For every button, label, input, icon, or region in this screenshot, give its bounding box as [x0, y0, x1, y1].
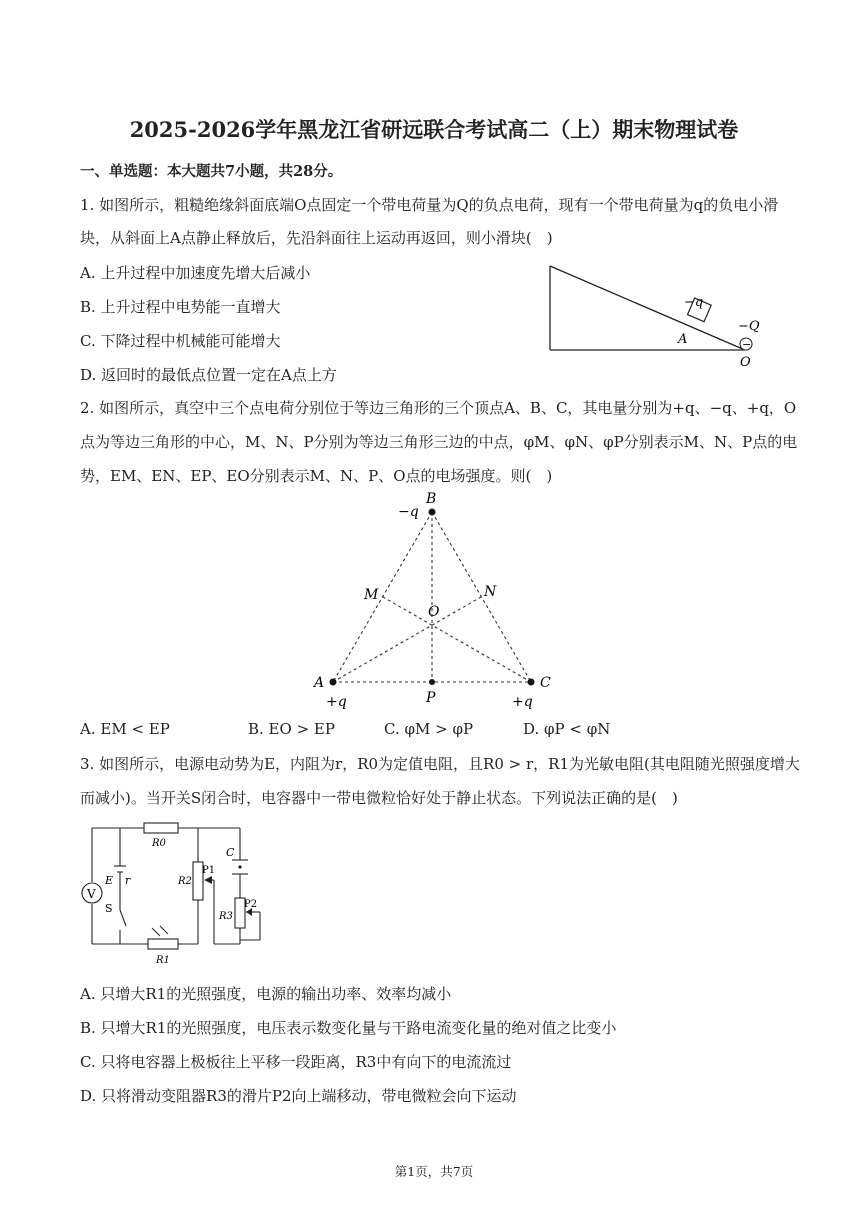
circuit-figure: [78, 818, 278, 966]
fixed-charge-label: −Q: [738, 319, 760, 334]
page-title: 2025-2026学年黑龙江省研远联合考试高二（上）期末物理试卷: [129, 117, 739, 142]
label-r: r: [125, 874, 131, 887]
charge-c: +q: [512, 694, 533, 710]
q3-option-d: D. 只将滑动变阻器R3的滑片P2向上端移动，带电微粒会向下运动: [80, 1087, 517, 1105]
negative-charge-sign: −: [742, 338, 752, 351]
label-o: O: [428, 604, 440, 620]
point-o-label: O: [740, 355, 751, 370]
label-r3: R3: [219, 911, 233, 922]
label-c: C: [226, 846, 235, 859]
light-arrow-1: [152, 928, 160, 936]
label-r1: R1: [156, 955, 170, 966]
label-r2: R2: [178, 876, 192, 887]
q3-option-b: B. 只增大R1的光照强度，电压表示数变化量与干路电流变化量的绝对值之比变小: [80, 1019, 617, 1037]
vertex-c-dot: [528, 679, 535, 686]
q2-option-c: C. φM > φP: [384, 720, 474, 738]
voltmeter-label: V: [87, 887, 96, 901]
q3-stem-line-1: 3. 如图所示，电源电动势为E，内阻为r，R0为定值电阻，且R0 > r，R1为光敏电阻(其电阻随光照强度增大: [80, 755, 800, 773]
q2-option-a: A. EM < EP: [80, 720, 170, 738]
q1-option-a: A. 上升过程中加速度先增大后减小: [80, 264, 311, 282]
q1-option-c: C. 下降过程中机械能可能增大: [80, 332, 281, 350]
light-arrow-2: [160, 926, 168, 934]
triangle-figure: [300, 488, 570, 712]
q3-option-a: A. 只增大R1的光照强度，电源的输出功率、效率均减小: [80, 985, 452, 1003]
point-a-label: A: [678, 332, 688, 347]
q2-stem-line-1: 2. 如图所示，真空中三个点电荷分别位于等边三角形的三个顶点A、B、C，其电量分别为+q、−q、+q，O: [80, 399, 797, 417]
label-e: E: [105, 874, 114, 887]
incline-figure: [540, 258, 770, 370]
label-p1: P1: [202, 865, 216, 876]
vertex-a-dot: [330, 679, 337, 686]
q2-option-d: D. φP < φN: [523, 720, 611, 738]
label-p2: P2: [244, 899, 258, 910]
p1-slider-arrow: [204, 876, 212, 884]
q3-stem-line-2: 而减小)。当开关S闭合时，电容器中一带电微粒恰好处于静止状态。下列说法正确的是( ): [80, 789, 678, 807]
label-s: S: [105, 902, 113, 915]
q3-option-c: C. 只将电容器上极板往上平移一段距离，R3中有向下的电流流过: [80, 1053, 512, 1071]
midpoint-p-dot: [429, 679, 435, 685]
r0-resistor: [144, 823, 178, 833]
label-b: B: [426, 491, 437, 507]
label-a: A: [314, 675, 325, 691]
q2-option-b: B. EO > EP: [248, 720, 335, 738]
charged-particle: [238, 865, 241, 868]
label-c: C: [540, 675, 551, 691]
q1-option-b: B. 上升过程中电势能一直增大: [80, 298, 281, 316]
label-n: N: [484, 584, 497, 600]
q1-stem-line-1: 1. 如图所示，粗糙绝缘斜面底端O点固定一个带电荷量为Q的负点电荷，现有一个带电荷量为q的负电小滑: [80, 196, 779, 214]
section-heading: 一、单选题：本大题共7小题，共28分。: [80, 163, 343, 180]
q2-stem-line-2: 点为等边三角形的中心，M、N、P分别为等边三角形三边的中点，φM、φN、φP分别表示M、N、P点的电: [80, 433, 798, 451]
page-footer: 第1页，共7页: [394, 1164, 474, 1179]
charge-b: −q: [398, 504, 419, 520]
block-charge-label: −q: [684, 295, 704, 310]
r1-resistor: [148, 939, 178, 949]
q2-stem-line-3: 势，EM、EN、EP、EO分别表示M、N、P、O点的电场强度。则( ): [80, 467, 553, 485]
q1-stem-line-2: 块，从斜面上A点静止释放后，先沿斜面往上运动再返回，则小滑块( ): [80, 229, 553, 247]
label-r0: R0: [152, 838, 166, 849]
charge-a: +q: [326, 694, 347, 710]
label-p: P: [426, 690, 436, 706]
q1-option-d: D. 返回时的最低点位置一定在A点上方: [80, 366, 337, 384]
label-m: M: [364, 587, 379, 603]
vertex-b-dot: [429, 509, 436, 516]
